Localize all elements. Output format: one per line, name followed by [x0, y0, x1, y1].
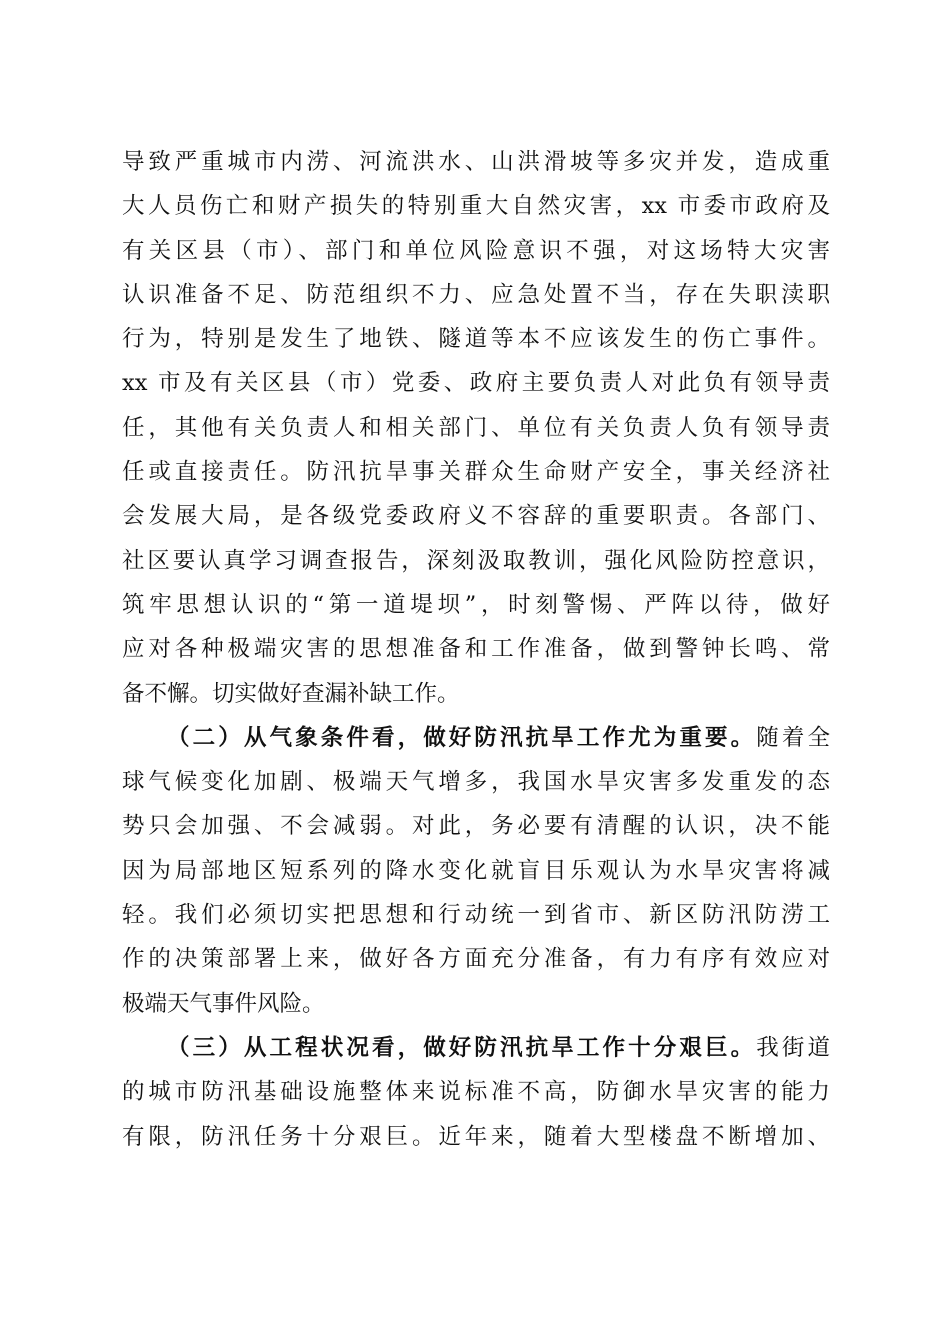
text-line: 社区要认真学习调查报告，深刻汲取教训，强化风险防控意识，: [122, 547, 830, 574]
paragraph-1: [122, 140, 830, 716]
text-line: 应对各种极端灾害的思想准备和工作准备，做到警钟长鸣、常: [122, 636, 830, 663]
text-line: 的城市防汛基础设施整体来说标准不高，防御水旱灾害的能力: [122, 1079, 830, 1106]
text-line: 极端天气事件风险。: [122, 990, 325, 1017]
text-line: 备不懈。切实做好查漏补缺工作。: [122, 680, 460, 707]
text-line: 球气候变化加剧、极端天气增多，我国水旱灾害多发重发的态: [122, 769, 830, 796]
text-line: xx 市及有关区县（市）党委、政府主要负责人对此负有领导责: [122, 370, 830, 397]
text-line: 行为，特别是发生了地铁、隧道等本不应该发生的伤亡事件。: [122, 326, 830, 353]
section-heading: （二）从气象条件看，做好防汛抗旱工作尤为重要。: [167, 724, 757, 751]
text-line: 有限，防汛任务十分艰巨。近年来，随着大型楼盘不断增加、: [122, 1123, 830, 1150]
document-body: [122, 140, 830, 1159]
text-line: 大人员伤亡和财产损失的特别重大自然灾害，xx 市委市政府及: [122, 193, 830, 220]
text-line: 任或直接责任。防汛抗旱事关群众生命财产安全，事关经济社: [122, 459, 830, 486]
text-run: 随着全: [756, 724, 830, 751]
text-line: 会发展大局，是各级党委政府义不容辞的重要职责。各部门、: [122, 503, 830, 530]
paragraph-3: [122, 1026, 830, 1159]
paragraph-first-line: [122, 1026, 830, 1070]
section-heading: （三）从工程状况看，做好防汛抗旱工作十分艰巨。: [167, 1034, 757, 1061]
text-line: 因为局部地区短系列的降水变化就盲目乐观认为水旱灾害将减: [122, 857, 830, 884]
text-line: 认识准备不足、防范组织不力、应急处置不当，存在失职渎职: [122, 281, 830, 308]
text-run: 我街道: [756, 1034, 830, 1061]
text-line: 筑牢思想认识的“第一道堤坝”，时刻警惕、严阵以待，做好: [122, 591, 830, 618]
text-line: 作的决策部署上来，做好各方面充分准备，有力有序有效应对: [122, 946, 830, 973]
paragraph-first-line: [122, 716, 830, 760]
paragraph-2: [122, 716, 830, 1026]
text-line: 导致严重城市内涝、河流洪水、山洪滑坡等多灾并发，造成重: [122, 149, 830, 175]
text-line: 任，其他有关负责人和相关部门、单位有关负责人负有领导责: [122, 414, 830, 441]
text-line: 轻。我们必须切实把思想和行动统一到省市、新区防汛防涝工: [122, 902, 830, 929]
text-line: 有关区县（市）、部门和单位风险意识不强，对这场特大灾害: [122, 237, 830, 264]
text-line: 势只会加强、不会减弱。对此，务必要有清醒的认识，决不能: [122, 813, 830, 840]
